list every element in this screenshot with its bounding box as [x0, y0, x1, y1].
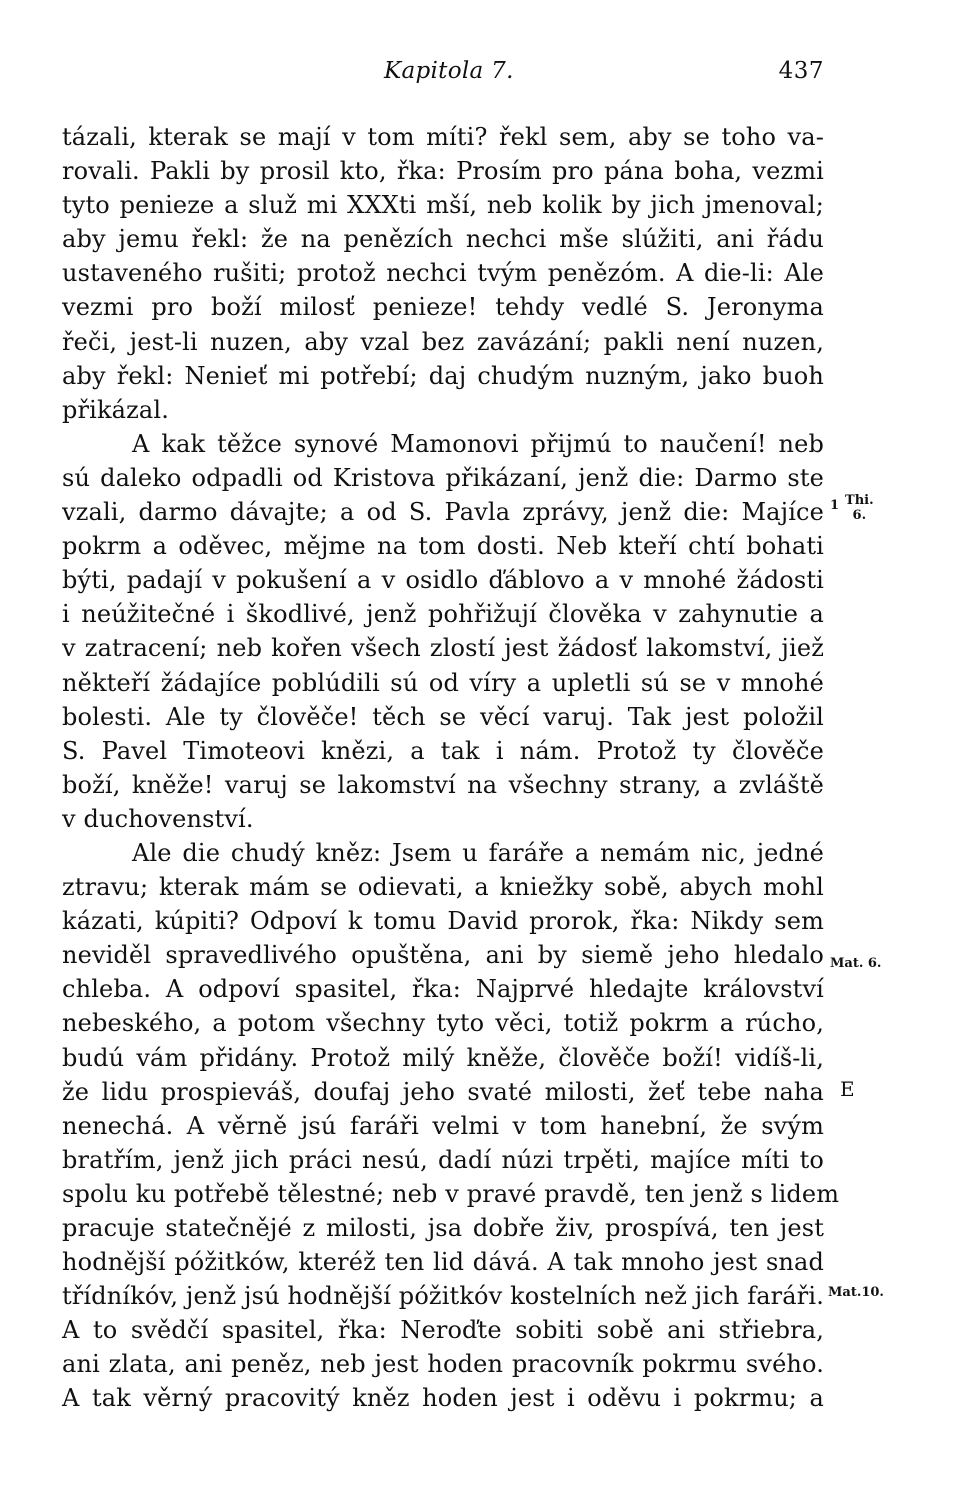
marginal-note-matthew-6: Mat. 6. — [830, 956, 882, 971]
text-line: pokrm a oděvec, mějme na tom dosti. Neb kteří chtí bohati — [62, 532, 824, 561]
running-head — [62, 58, 822, 90]
chapter-title: Kapitola 7. — [384, 58, 514, 84]
text-line: že lidu prospieváš, doufaj jeho svaté milosti, žeť tebe naha — [62, 1077, 824, 1106]
text-line: bratřím, jenž jich práci nesú, dadí núzi trpěti, majíce míti to — [62, 1145, 824, 1174]
text-line: rovali. Pakli by prosil kto, řka: Prosím pro pána boha, vezmi — [62, 157, 824, 186]
text-line: vezmi pro boží milosť penieze! tehdy vedlé S. Jeronyma — [62, 293, 824, 322]
marginal-note-timothy — [830, 493, 874, 523]
text-line: chleba. A odpoví spasitel, řka: Najprvé hledajte království — [62, 975, 824, 1004]
marginal-note-matthew-10: Mat.10. — [828, 1285, 884, 1300]
text-line: v duchovenství. — [62, 804, 254, 833]
text-line: neviděl spravedlivého opuštěna, ani by siemě jeho hledalo — [62, 941, 824, 970]
text-line: v zatracení; neb kořen všech zlostí jest žádosť lakomství, jiež — [62, 634, 824, 663]
text-line: nebeského, a potom všechny tyto věci, totiž pokrm a rúcho, — [62, 1009, 824, 1038]
text-line: aby řekl: Nenieť mi potřebí; daj chudým nuzným, jako buoh — [62, 361, 824, 390]
text-line: tyto penieze a služ mi XXXti mší, neb kolik by jich jmenoval; — [62, 191, 824, 220]
text-line: řeči, jest-li nuzen, aby vzal bez zavázání; pakli není nuzen, — [62, 327, 824, 356]
text-line: Ale die chudý kněz: Jsem u faráře a nemám nic, jedné — [132, 838, 824, 867]
text-line: A to svědčí spasitel, řka: Neroďte sobiti sobě ani střiebra, — [62, 1316, 824, 1345]
text-line: tázali, kterak se mají v tom míti? řekl sem, aby se toho va- — [62, 123, 824, 151]
text-line: ani zlata, ani peněz, neb jest hoden pracovník pokrmu svého. — [62, 1350, 824, 1379]
marginal-ref-book: Thi. — [845, 493, 874, 508]
body-text — [62, 120, 840, 1416]
text-line: aby jemu řekl: že na penězích nechci mše slúžiti, ani řádu — [62, 225, 824, 254]
text-line: vzali, darmo dávajte; a od S. Pavla zprávy, jenž die: Majíce — [62, 498, 824, 527]
text-line: boží, kněže! varuj se lakomství na všechny strany, a zvláště — [62, 770, 824, 799]
text-line: nenechá. A věrně jsú faráři velmi v tom hanební, že svým — [62, 1111, 824, 1140]
marginal-ref-chapter: 6. — [852, 508, 867, 523]
marginal-ref-number: 1 — [830, 498, 840, 513]
text-line: býti, padají v pokušení a v osidlo ďáblovo a v mnohé žádosti — [62, 566, 824, 595]
text-line: někteří žádajíce poblúdili sú od víry a upletli sú se v mnohé — [62, 668, 824, 697]
text-line: A tak věrný pracovitý kněz hoden jest i oděvu i pokrmu; a — [62, 1384, 824, 1413]
text-line: spolu ku potřebě tělestné; neb v pravé pravdě, ten jenž s lidem — [62, 1179, 840, 1208]
text-line: pracuje statečnějé z milosti, jsa dobře živ, prospívá, ten jest — [62, 1214, 824, 1242]
text-line: i neúžitečné i škodlivé, jenž pohřižují člověka v zahynutie a — [62, 600, 824, 629]
text-line: ustaveného rušiti; protož nechci tvým penězóm. A die-li: Ale — [62, 259, 824, 288]
text-line: S. Pavel Timoteovi knězi, a tak i nám. Protož ty člověče — [62, 736, 824, 765]
text-line: hodnější póžitków, kteréž ten lid dává. A tak mnoho jest snad — [62, 1248, 824, 1277]
text-line: sú daleko odpadli od Kristova přikázaní, jenž die: Darmo ste — [62, 463, 824, 492]
text-line: třídníkóv, jenž jsú hodnější póžitkóv kostelních než jich faráři. — [62, 1282, 824, 1311]
text-line: budú vám přidány. Protož milý kněže, člověče boží! vidíš-li, — [62, 1043, 824, 1072]
marginal-signature-mark: E — [840, 1077, 855, 1101]
text-line: bolesti. Ale ty člověče! těch se věcí varuj. Tak jest položil — [62, 702, 824, 731]
page-number: 437 — [778, 58, 824, 84]
text-line: A kak těžce synové Mamonovi přijmú to naučení! neb — [132, 429, 824, 458]
text-line: kázati, kúpiti? Odpoví k tomu David prorok, řka: Nikdy sem — [62, 907, 824, 936]
text-line: ztravu; kterak mám se odievati, a kniežky sobě, abych mohl — [62, 873, 824, 902]
text-line: přikázal. — [62, 395, 169, 424]
